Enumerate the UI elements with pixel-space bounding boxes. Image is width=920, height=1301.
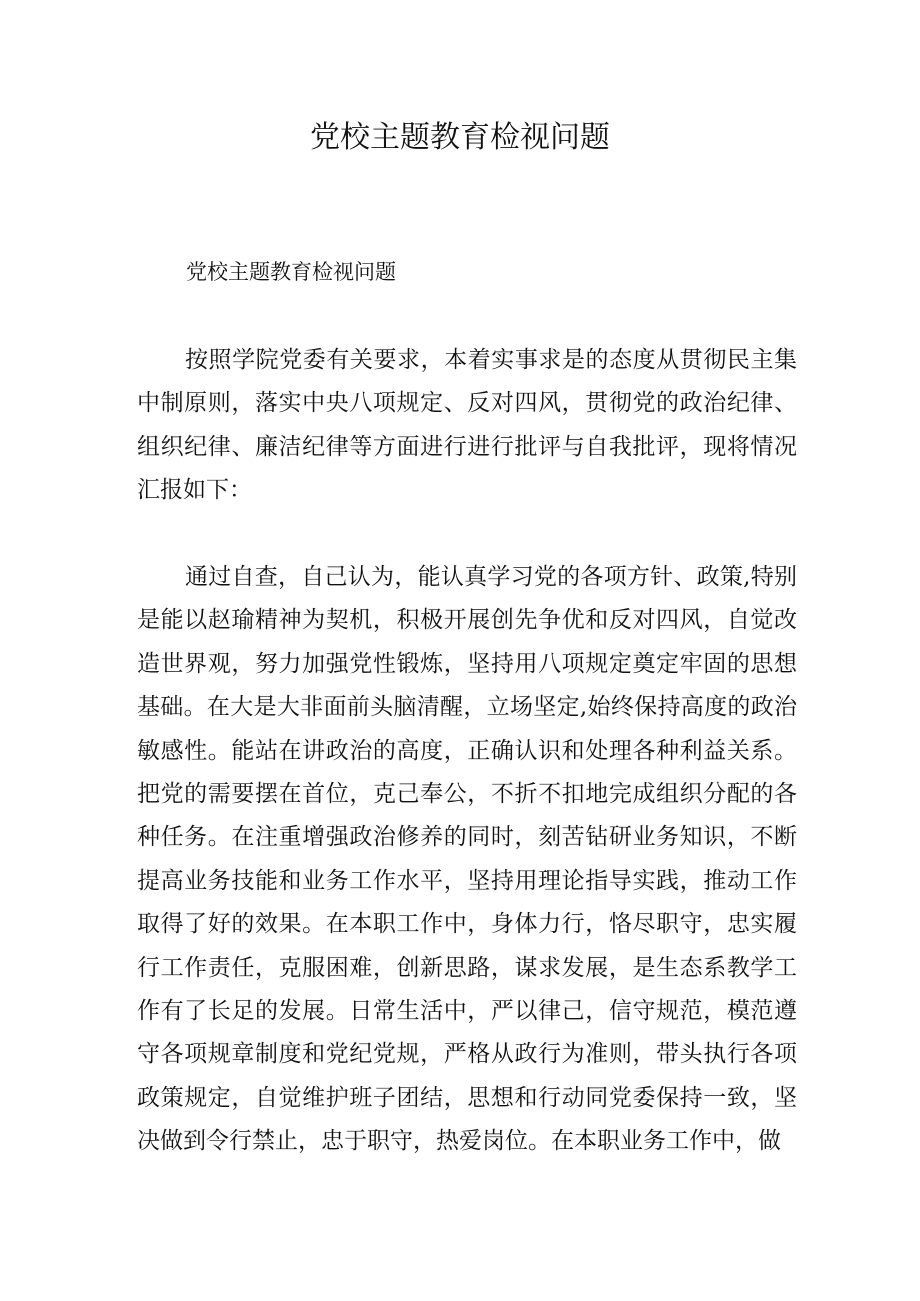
paragraph-self-review: 通过自查，自己认为，能认真学习党的各项方针、政策,特别是能以赵瑜精神为契机，积极开展创先争优和反对四风，自觉改造世界观，努力加强党性锻炼，坚持用八项规定奠定牢固的思想基础。在大是大非面前头脑清醒，立场坚定,始终保持高度的政治敏感性。能站在讲政治的高度，正确认识和处理各种利益关系。把党的需要摆在首位，克己奉公，不折不扣地完成组织分配的各种任务。在注重增强政治修养的同时，刻苦钻研业务知识，不断提高业务技能和业务工作水平，坚持用理论指导实践，推动工作取得了好的效果。在本职工作中，身体力行，恪尽职守，忠实履行工作责任，克服困难，创新思路，谋求发展，是生态系教学工作有了长足的发展。日常生活中，严以律己，信守规范，模范遵守各项规章制度和党纪党规，严格从政行为准则，带头执行各项政策规定，自觉维护班子团结，思想和行动同党委保持一致，坚决做到令行禁止，忠于职守，热爱岗位。在本职业务工作中，做 bbox=[137, 564, 797, 1155]
document-title: 党校主题教育检视问题 bbox=[310, 120, 610, 155]
document-subtitle: 党校主题教育检视问题 bbox=[186, 260, 396, 284]
paragraph-intro: 按照学院党委有关要求，本着实事求是的态度从贯彻民主集中制原则，落实中央八项规定、反对四风，贯彻党的政治纪律、组织纪律、廉洁纪律等方面进行进行批评与自我批评，现将情况汇报如下： bbox=[137, 347, 797, 504]
